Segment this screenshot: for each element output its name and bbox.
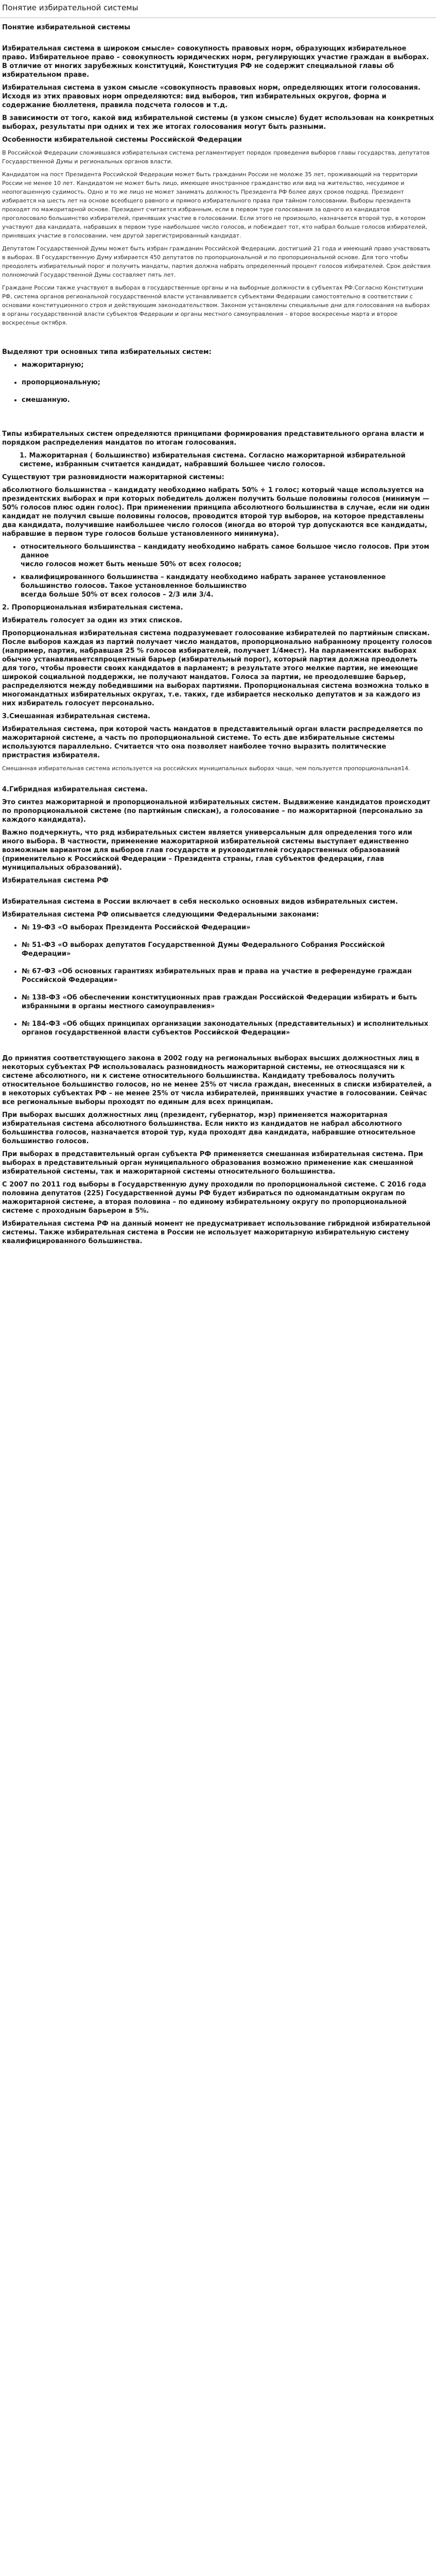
paragraph: Важно подчеркнуть, что ряд избирательных систем является универсальным для определения того или иного выбора. В частности, применение мажоритарной избирательной системы выступает единственно возможным вариантом для выборов глав государств и руководителей государственных образований (применительно к Российской Федерации – Президента страны, глав субъектов федерации, глав муниципальных образований). — [2, 829, 412, 872]
paragraph: Типы избирательных систем определяются принципами формирования представительного органа власти и порядком распределения мандатов по итогам голосования. — [2, 430, 424, 447]
paragraph: До принятия соответствующего закона в 2002 году на региональных выборах высших должностных лиц в некоторых субъектах РФ использовалась разновидность мажоритарной системы, не относящаяся ни к системе абсолютного, ни к системе относительного большинства. Кандидату требовалось получить относительное большинство голосов, но не менее 25% от числа граждан, внесенных в списки избирателей, а в некоторых субъектах РФ – не менее 25% от числа избирателей, принявших участие в голосовании. Сейчас все региональные выборы проходят по единым для всех принципам. — [2, 1055, 432, 1106]
paragraph: Существуют три разновидности мажоритарной системы: — [2, 473, 224, 481]
paragraph: Избирательная система РФ описывается следующими Федеральными законами: — [2, 911, 319, 919]
list-item: • № 19-ФЗ «О выборах Президента Российской Федерации» — [22, 923, 434, 932]
spacer — [2, 413, 434, 421]
list-item — [21, 543, 434, 569]
list-item: • № 51-ФЗ «О выборах депутатов Государственной Думы Федерального Собрания Российской Федерации» — [22, 941, 434, 958]
spacer — [2, 777, 434, 785]
paragraph: В зависимости от того, какой вид избирательной системы (в узком смысле) будет использован на конкретных выборах, результаты при одних и тех же итогах голосования могут быть разными. — [2, 114, 434, 131]
list-item — [21, 573, 434, 599]
section-heading: 3.Смешанная избирательная система. — [2, 713, 151, 720]
section-heading: 4.Гибридная избирательная система. — [2, 786, 148, 793]
list-item: • смешанную. — [22, 396, 434, 404]
paragraph: Это синтез мажоритарной и пропорциональной избирательных систем. Выдвижение кандидатов происходит по пропорциональной системе (по партийным спискам), а голосование – по мажоритарной (персонально за каждого кандидата). — [2, 799, 430, 824]
section-heading: Избирательная система РФ — [2, 877, 109, 885]
paragraph: Граждане России также участвуют в выборах в государственные органы и на выборные должности в субъектах РФ.Согласно Конституции РФ, система органов региональной государственной власти устанавливается субъектами Федерации самостоятельно в соответствии с основами конституционного строя и действующим законодательством. Законом установлены специальные дни для голосования на выборах в органы государственной власти субъектов Федерации и органы местного самоуправления – второе воскресенье марта и второе воскресенье октября. — [2, 284, 430, 326]
paragraph: Депутатом Государственной Думы может быть избран гражданин Российской Федерации, достигший 21 года и имеющий право участвовать в выборах. В Государственную Думу избирается 450 депутатов по пропорциональной и по пропорциональной основе. Для того чтобы преодолеть избирательный порог и получить мандаты, партия должна набрать определенный процент голосов избирателей. Срок действия полномочий Государственной Думы составляет пять лет. — [2, 245, 431, 278]
list-item: • пропорциональную; — [22, 378, 434, 387]
list-item-text: число голосов может быть меньше 50% от всех голосов; — [21, 561, 242, 568]
paragraph: Выделяют три основных типа избирательных систем: — [2, 348, 212, 356]
paragraph: абсолютного большинства – кандидату необходимо набрать 50% + 1 голос; который чаще используется на президентских выборах и при которых победитель должен получить больше половины голосов (минимум — 50% голосов плюс один голос). При применении принципа абсолютного большинства в случае, если ни один кандидат не получил свыше половины голосов, проводится второй тур выборов, на которое представлены два кандидата, получившие наибольшее число голосов (иногда во второй тур допускаются все кандидаты, набравшие в первом туре голосов больше установленного минимума). — [2, 486, 430, 538]
list-item: • № 67-ФЗ «Об основных гарантиях избирательных прав и права на участие в референдуме граждан Российской Федерации» — [22, 967, 434, 985]
spacer — [2, 421, 434, 430]
spacer — [2, 340, 434, 348]
list-item-text: всегда больше 50% от всех голосов – 2/3 или 3/4. — [21, 591, 214, 599]
list-item: • № 138-ФЗ «Об обеспечении конституционных прав граждан Российской Федерации избирать и быть избранными в органы местного самоуправления» — [22, 993, 434, 1011]
page-header — [0, 0, 436, 18]
paragraph: Кандидатом на пост Президента Российской Федерации может быть гражданин России не моложе 35 лет, проживающий на территории России не менее 10 лет. Кандидатом не может быть лицо, имеющее иностранное гражданство или вид на жительство, несудимое и неопогашенную судимость. Одно и то же лицо не может занимать должность Президента РФ более двух сроков подряд. Президент избирается на шесть лет на основе всеобщего равного и прямого избирательного права при тайном голосовании. Выборы президента проходят по мажоритарной основе. Президент считается избранным, если в первом туре голосования за одного из кандидатов проголосовало большинство избирателей, принявших участие в голосовании. Если этого не произошло, назначается второй тур, в котором участвуют два кандидата, набравших в первом туре наибольшее число голосов, и побеждает тот, кто набрал больше голосов избирателей, принявших участие в голосовании, чем другой зарегистрированный кандидат. — [2, 171, 427, 239]
paragraph: Избирательная система РФ на данный момент не предусматривает использование гибридной избирательной системы. Также избирательная система в России не использует мажоритарную избирательную систему квалифицированного большинства. — [2, 1220, 431, 1245]
system-types-list — [2, 361, 434, 404]
section-heading: Особенности избирательной системы Российской Федерации — [2, 136, 242, 144]
article-body — [0, 23, 436, 1254]
paragraph: Избирательная система в узком смысле «совокупность правовых норм, определяющих итоги голосования. Исходя из этих правовых норм определяются: вид выборов, тип избирательных округов, форма и содержание бюллетеня, правила подсчета голосов и т.д. — [2, 84, 421, 109]
paragraph: При выборах в представительный орган субъекта РФ применяется смешанная избирательная система. При выборах в представительный орган муниципального образования возможно применение как смешанной избирательной системы, так и мажоритарной системы относительного большинства. — [2, 1150, 423, 1176]
list-item: • мажоритарную; — [22, 361, 434, 369]
paragraph: Избирательная система, при которой часть мандатов в представительный орган власти распределяется по мажоритарной системе, а часть по пропорциональной системе. То есть две избирательные системы используются параллельно. Считается что она позволяет наиболее точно выразить политические пристрастия избирателя. — [2, 725, 423, 759]
majority-subtypes-list — [2, 543, 434, 599]
spacer — [2, 331, 434, 340]
list-item-text: квалифицированного большинства – кандидату необходимо набрать заранее установленное большинство голосов. Такое установленное большинство — [21, 573, 386, 590]
paragraph: При выборах высших должностных лиц (президент, губернатор, мэр) применяется мажоритарная избирательная система абсолютного большинства. Если никто из кандидатов не набрал абсолютного большинства голосов, назначается второй тур, куда проходят два кандидата, набравшие относительное большинство голосов. — [2, 1111, 416, 1145]
page-title: Понятие избирательной системы — [2, 3, 138, 12]
paragraph: Смешанная избирательная система используется на российских муниципальных выборах чаще, чем пользуется пропорциональная14. — [2, 765, 410, 772]
list-item-text: относительного большинства – кандидату необходимо набрать самое большое число голосов. При этом данное — [21, 543, 429, 560]
paragraph: В Российской Федерации сложившаяся избирательная система регламентирует порядок проведения выборов главы государства, депутатов Государственной Думы и региональных органов власти. — [2, 149, 430, 165]
list-item: 1. Мажоритарная ( большинство) избирательная система. Согласно мажоритарной избирательной системе, избранным считается кандидат, набравший большее число голосов. — [20, 452, 406, 468]
article-heading: Понятие избирательной системы — [2, 24, 130, 31]
federal-laws-list — [2, 923, 434, 1037]
spacer — [2, 1046, 434, 1054]
paragraph: Пропорциональная избирательная система подразумевает голосование избирателей по партийным спискам. После выборов каждая из партий получает число мандатов, пропорционально набранному проценту голосов (например, партия, набравшая 25 % голосов избирателей, получает 1/4мест). На парламентских выборах обычно устанавливаетсяпроцентный барьер (избирательный порог), который партия должна преодолеть для того, чтобы провести своих кандидатов в парламент; в результате этого мелкие партии, не имеющие широкой социальной поддержки, не получают мандатов. Голоса за партии, не преодолевшие барьер, распределяются между победившими на выборах партиями. Пропорциональная система возможна только в многомандатных избирательных округах, т.е. таких, где избирается несколько депутатов и за каждого из них избиратель голосует персонально. — [2, 630, 432, 707]
list-item: • № 184-ФЗ «Об общих принципах организации законодательных (представительных) и исполнительных органов государственной власти субъектов Российской Федерации» — [22, 1020, 434, 1037]
paragraph: Избирательная система в России включает в себя несколько основных видов избирательных систем. — [2, 898, 398, 906]
section-heading: 2. Пропорциональная избирательная система. — [2, 604, 183, 612]
paragraph: Избиратель голосует за один из этих списков. — [2, 617, 183, 624]
paragraph: Избирательная система в широком смысле» совокупность правовых норм, образующих избирательное право. Избирательное право – совокупность юридических норм, регулирующих участие граждан в выборах. В отличие от многих зарубежных конституций, Конституция РФ не содержит специальной главы об избирательном праве. — [2, 45, 429, 79]
spacer — [2, 36, 434, 44]
numbered-list — [2, 451, 434, 469]
paragraph: С 2007 по 2011 год выборы в Государственную думу проходили по пропорциональной системе. С 2016 года половина депутатов (225) Государственной думы РФ будет избираться по одномандатным округам по мажоритарной системе, а вторая половина – по единому избирательному округу по пропорциональной системе с проходным барьером в 5%. — [2, 1181, 426, 1215]
spacer — [2, 889, 434, 897]
